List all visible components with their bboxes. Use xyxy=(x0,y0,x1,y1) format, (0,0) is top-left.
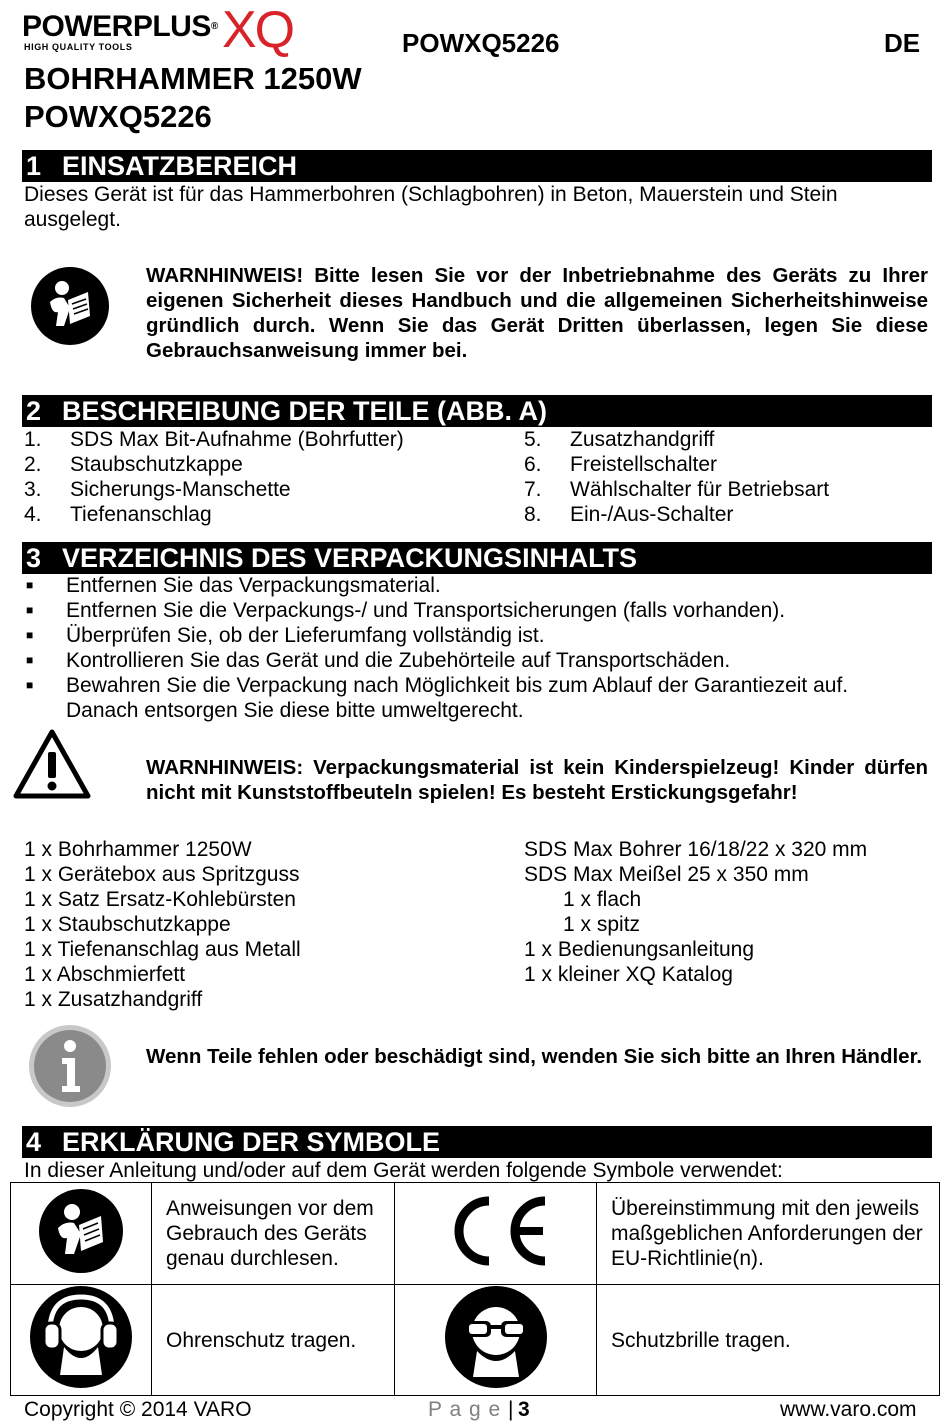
section-4-number: 4 xyxy=(26,1127,42,1157)
brand-name: POWERPLUS® xyxy=(22,10,218,43)
bullet-spacer xyxy=(22,698,66,723)
section-3-warning: WARNHINWEIS: Verpackungsmaterial ist kein Kinderspielzeug! Kinder dürfen nicht mit Kunststoffbeuteln spielen! Es besteht Erstickungsgefahr! xyxy=(146,756,928,804)
info-icon xyxy=(28,1024,112,1108)
warning-triangle-icon xyxy=(12,728,92,800)
ear-protection-icon xyxy=(28,1285,134,1389)
part-item xyxy=(524,502,924,527)
content-item: 1 x Satz Ersatz-Kohlebürsten xyxy=(24,888,296,911)
bullet-item xyxy=(22,648,922,673)
footer-website[interactable]: www.varo.com xyxy=(780,1398,917,1421)
bullet-text: Entfernen Sie das Verpackungsmaterial. xyxy=(66,574,441,597)
symbols-table xyxy=(10,1182,940,1396)
bullet-text: Danach entsorgen Sie diese bitte umweltgerecht. xyxy=(66,699,524,722)
part-label: SDS Max Bit-Aufnahme (Bohrfutter) xyxy=(70,428,404,451)
bullet-icon: ■ xyxy=(26,628,34,642)
bullet-continuation xyxy=(22,698,922,723)
symbol-cell xyxy=(11,1285,152,1396)
bullet-text: Kontrollieren Sie das Gerät und die Zubehörteile auf Transportschäden. xyxy=(66,649,731,672)
part-label: Staubschutzkappe xyxy=(70,453,243,476)
part-label: Zusatzhandgriff xyxy=(570,428,715,451)
part-item xyxy=(24,452,504,477)
content-item-indented: 1 x flach xyxy=(563,888,642,911)
part-item xyxy=(524,477,924,502)
section-4-title: ERKLÄRUNG DER SYMBOLE xyxy=(62,1127,441,1157)
section-2-number: 2 xyxy=(26,396,42,426)
bullet-text: Entfernen Sie die Verpackungs-/ und Transportsicherungen (falls vorhanden). xyxy=(66,599,786,622)
bullet-item xyxy=(22,598,922,623)
part-number: 6. xyxy=(524,453,542,476)
bullet-item xyxy=(22,673,922,698)
content-item: 1 x Abschmierfett xyxy=(24,963,186,986)
section-1-header xyxy=(22,150,932,182)
content-item: 1 x Bohrhammer 1250W xyxy=(24,838,252,861)
parts-list-right xyxy=(524,427,924,527)
section-1-body xyxy=(24,182,924,232)
bullet-item xyxy=(22,573,922,598)
bullet-icon: ■ xyxy=(26,653,34,667)
part-item xyxy=(24,427,504,452)
footer-copyright: Copyright © 2014 VARO xyxy=(24,1398,252,1421)
part-number: 1. xyxy=(24,428,42,451)
section-4-header xyxy=(22,1126,932,1158)
parts-list-left xyxy=(24,427,504,527)
footer-page-separator: | xyxy=(508,1398,514,1421)
part-item xyxy=(24,502,504,527)
content-item: 1 x Staubschutzkappe xyxy=(24,913,231,936)
symbol-cell xyxy=(395,1285,597,1396)
content-item: 1 x kleiner XQ Katalog xyxy=(524,963,733,986)
read-manual-icon xyxy=(30,266,110,346)
read-manual-icon xyxy=(28,1188,134,1274)
part-item xyxy=(524,427,924,452)
footer-page-label: P a g e xyxy=(428,1398,502,1421)
content-item: 1 x Gerätebox aus Spritzguss xyxy=(24,863,300,886)
symbol-description: Ohrenschutz tragen. xyxy=(152,1285,395,1396)
brand-xq: XQ xyxy=(222,1,294,59)
part-number: 5. xyxy=(524,428,542,451)
section-1-number: 1 xyxy=(26,151,42,181)
symbols-row xyxy=(11,1285,940,1396)
section-2-header xyxy=(22,395,932,427)
section-3-number: 3 xyxy=(26,543,42,573)
missing-parts-note: Wenn Teile fehlen oder beschädigt sind, wenden Sie sich bitte an Ihren Händler. xyxy=(146,1045,923,1068)
content-item-indented: 1 x spitz xyxy=(563,913,641,936)
section-1-title: EINSATZBEREICH xyxy=(62,151,298,181)
part-number: 7. xyxy=(524,478,542,501)
content-item: 1 x Bedienungsanleitung xyxy=(524,938,755,961)
symbol-cell xyxy=(11,1183,152,1285)
content-item: SDS Max Bohrer 16/18/22 x 320 mm xyxy=(524,838,868,861)
ce-mark-icon xyxy=(441,1193,551,1269)
part-label: Tiefenanschlag xyxy=(70,503,212,526)
symbol-description: Anweisungen vor dem Gebrauch des Geräts genau durchlesen. xyxy=(152,1183,395,1285)
symbols-row xyxy=(11,1183,940,1285)
section-2-title: BESCHREIBUNG DER TEILE (ABB. A) xyxy=(62,396,548,426)
symbol-cell xyxy=(395,1183,597,1285)
bullet-item xyxy=(22,623,922,648)
eye-protection-icon xyxy=(443,1285,549,1389)
title-line-2: POWXQ5226 xyxy=(24,99,212,134)
section-1-body-line-2: ausgelegt. xyxy=(24,208,121,231)
page-title xyxy=(24,60,362,136)
bullet-text: Bewahren Sie die Verpackung nach Möglichkeit bis zum Ablauf der Garantiezeit auf. xyxy=(66,674,849,697)
brand-logo xyxy=(22,1,322,59)
section-1-body-line-1: Dieses Gerät ist für das Hammerbohren (Schlagbohren) in Beton, Mauerstein und Stein xyxy=(24,183,838,206)
part-label: Ein-/Aus-Schalter xyxy=(570,503,734,526)
part-number: 3. xyxy=(24,478,42,501)
symbol-description: Schutzbrille tragen. xyxy=(597,1285,940,1396)
section-3-header xyxy=(22,542,932,574)
content-item: 1 x Zusatzhandgriff xyxy=(24,988,203,1011)
part-label: Sicherungs-Manschette xyxy=(70,478,291,501)
part-label: Wählschalter für Betriebsart xyxy=(570,478,830,501)
title-line-1: BOHRHAMMER 1250W xyxy=(24,61,362,96)
contents-list-right xyxy=(524,837,924,987)
packaging-bullet-list xyxy=(22,573,922,723)
bullet-icon: ■ xyxy=(26,678,34,692)
section-4-intro: In dieser Anleitung und/oder auf dem Gerät werden folgende Symbole verwendet: xyxy=(24,1159,783,1182)
header-model: POWXQ5226 xyxy=(402,28,560,58)
header-language: DE xyxy=(884,28,921,58)
bullet-icon: ■ xyxy=(26,603,34,617)
content-item: 1 x Tiefenanschlag aus Metall xyxy=(24,938,301,961)
bullet-text: Überprüfen Sie, ob der Lieferumfang vollständig ist. xyxy=(66,624,545,647)
content-item: SDS Max Meißel 25 x 350 mm xyxy=(524,863,809,886)
part-number: 4. xyxy=(24,503,42,526)
part-item xyxy=(24,477,504,502)
part-number: 2. xyxy=(24,453,42,476)
section-1-warning: WARNHINWEIS! Bitte lesen Sie vor der Inbetriebnahme des Geräts zu Ihrer eigenen Sicherheit dieses Handbuch und die allgemeinen Sicherheitshinweise gründlich durch. Wenn Sie das Gerät Dritten überlassen, legen Sie diese Gebrauchsanweisung immer bei. xyxy=(146,264,928,362)
bullet-icon: ■ xyxy=(26,578,34,592)
part-item xyxy=(524,452,924,477)
part-label: Freistellschalter xyxy=(570,453,718,476)
footer-page-number: 3 xyxy=(518,1398,530,1421)
symbol-description: Übereinstimmung mit den jeweils maßgeblichen Anforderungen der EU-Richtlinie(n). xyxy=(597,1183,940,1285)
part-number: 8. xyxy=(524,503,542,526)
brand-tagline: HIGH QUALITY TOOLS xyxy=(24,42,133,52)
section-3-title: VERZEICHNIS DES VERPACKUNGSINHALTS xyxy=(62,543,638,573)
contents-list-left xyxy=(24,837,494,1012)
